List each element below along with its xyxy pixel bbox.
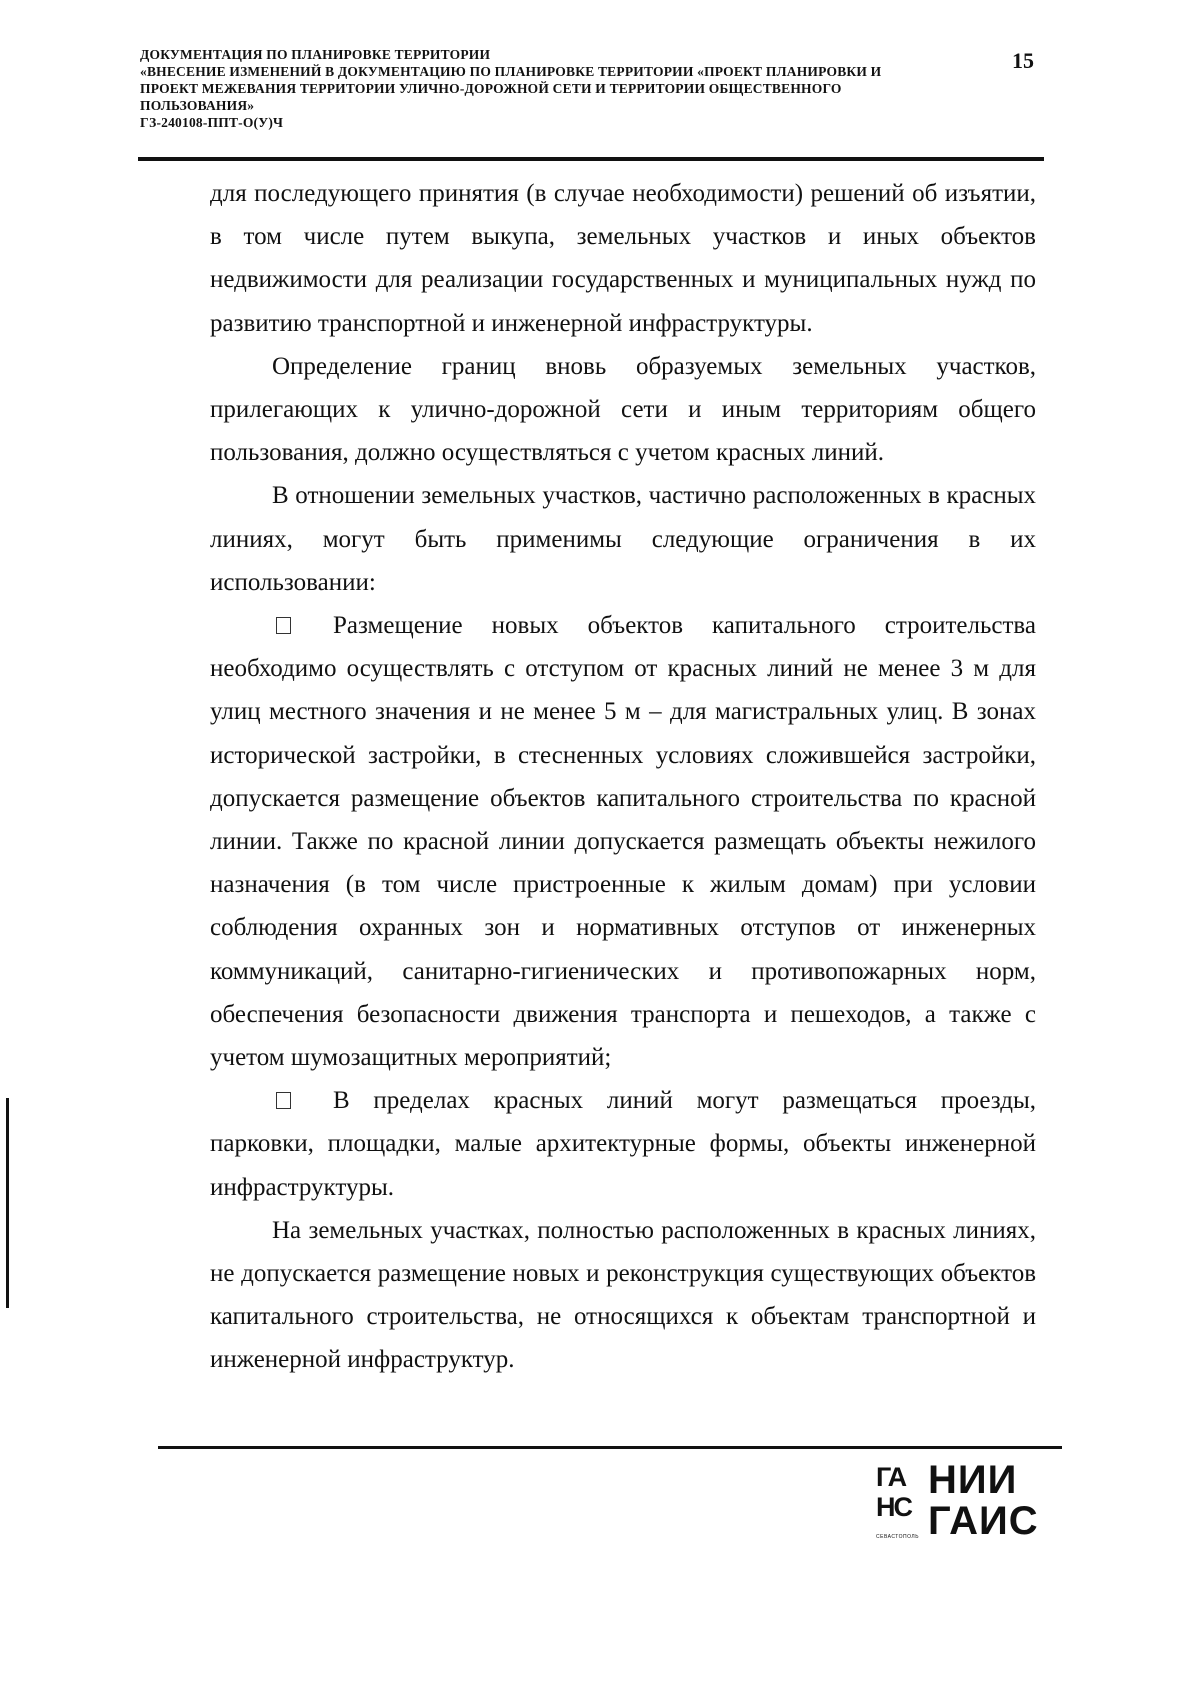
list-item	[210, 604, 1036, 1079]
list-item-text: Размещение новых объектов капитального строительства необходимо осуществлять с отступом от красных линий не менее 3 м для улиц местного значения и не менее 5 м – для магистральных улиц. В зонах исторической застройки, в стесненных условиях сложившейся застройки, допускается размещение объектов капитального строительства по красной линии. Также по красной линии допускается размещать объекты нежилого назначения (в том числе пристроенные к жилым домам) при условии соблюдения охранных зон и нормативных отступов от инженерных коммуникаций, санитарно-гигиенических и противопожарных норм, обеспечения безопасности движения транспорта и пешеходов, а также с учетом шумозащитных мероприятий;	[210, 612, 1036, 1072]
header-divider	[138, 157, 1044, 161]
header-line: ПОЛЬЗОВАНИЯ»	[140, 98, 255, 113]
niigais-logo	[876, 1458, 1046, 1558]
document-code: ГЗ-240108-ППТ-О(У)Ч	[140, 115, 284, 130]
list-item	[210, 1079, 1036, 1209]
paragraph-continuation: для последующего принятия (в случае необходимости) решений об изъятии, в том числе путем выкупа, земельных участков и иных объектов недвижимости для реализации государственных и муниципальных нужд по развитию транспортной и инженерной инфраструктуры.	[210, 180, 1036, 337]
scan-margin-mark	[6, 1098, 9, 1308]
paragraph-final: На земельных участках, полностью расположенных в красных линиях, не допускается размещение новых и реконструкция существующих объектов капитального строительства, не относящихся к объектам транспортной и инженерной инфраструктур.	[210, 1216, 1036, 1374]
page-number: 15	[1012, 48, 1034, 73]
empty-square-bullet-icon	[276, 617, 291, 634]
document-header	[140, 46, 1140, 131]
logo-subtext: СЕВАСТОПОЛЬ	[876, 1534, 919, 1540]
logo-text: НИИ ГАИС	[928, 1458, 1039, 1543]
header-line: ПРОЕКТ МЕЖЕВАНИЯ ТЕРРИТОРИИ УЛИЧНО-ДОРОЖНОЙ СЕТИ И ТЕРРИТОРИИ ОБЩЕСТВЕННОГО	[140, 81, 842, 96]
empty-square-bullet-icon	[276, 1092, 291, 1109]
paragraph-restrictions: В отношении земельных участков, частично расположенных в красных линиях, могут быть применимы следующие ограничения в их использовании:	[210, 482, 1036, 596]
list-item-text: В пределах красных линий могут размещаться проезды, парковки, площадки, малые архитектурные формы, объекты инженерной инфраструктуры.	[210, 1087, 1036, 1201]
footer-divider	[158, 1446, 1062, 1449]
header-line: «ВНЕСЕНИЕ ИЗМЕНЕНИЙ В ДОКУМЕНТАЦИЮ ПО ПЛАНИРОВКЕ ТЕРРИТОРИИ «ПРОЕКТ ПЛАНИРОВКИ И	[140, 64, 882, 79]
body-text	[210, 172, 1036, 1382]
logo-mark-icon: ГА НС	[876, 1462, 911, 1522]
header-line: ДОКУМЕНТАЦИЯ ПО ПЛАНИРОВКЕ ТЕРРИТОРИИ	[140, 47, 491, 62]
paragraph-boundaries: Определение границ вновь образуемых земельных участков, прилегающих к улично-дорожной сети и иным территориям общего пользования, должно осуществляться с учетом красных линий.	[210, 352, 1036, 467]
